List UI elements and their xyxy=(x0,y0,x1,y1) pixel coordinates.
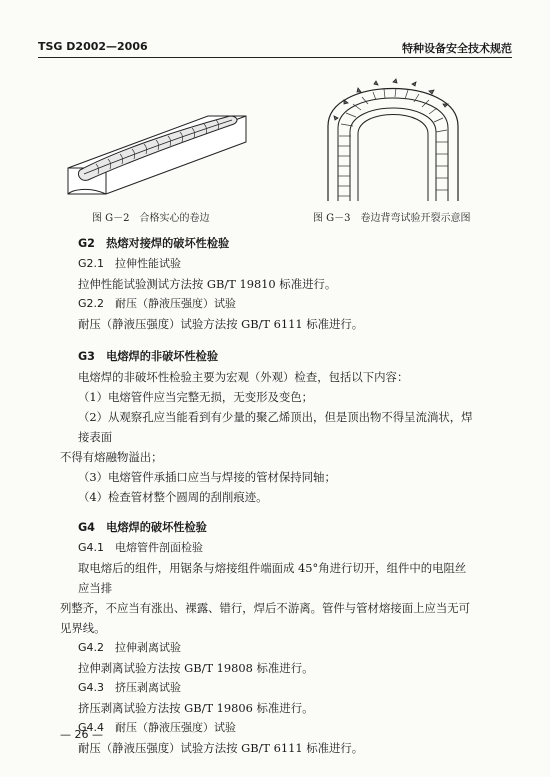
section-g21-title: G2.1 拉伸性能试验 xyxy=(78,257,182,270)
section-g43-text: 挤压剥离试验方法按 GB/T 19806 标准进行。 xyxy=(78,701,314,715)
section-g4-title: G4 电熔焊的破坏性检验 xyxy=(78,521,207,534)
section-g2-title: G2 热熔对接焊的破坏性检验 xyxy=(78,237,230,250)
section-g22-text: 耐压（静液压强度）试验方法按 GB/T 6111 标准进行。 xyxy=(78,317,364,331)
section-g42-title: G4.2 拉伸剥离试验 xyxy=(78,641,182,654)
section-g3-item2-line1: （2）从观察孔应当能看到有少量的聚乙烯顶出，但是顶出物不得呈流淌状，焊接表面 xyxy=(78,410,473,444)
section-g3-item1: （1）电熔管件应当完整无损，无变形及变色； xyxy=(78,390,314,404)
figure-g2-solid-bead xyxy=(58,86,258,206)
section-g42-text: 拉伸剥离试验方法按 GB/T 19808 标准进行。 xyxy=(78,661,314,675)
standard-number: TSG D2002—2006 xyxy=(38,40,148,53)
section-g41-line2: 列整齐，不应当有涨出、裸露、错行，焊后不游离。管件与管材熔接面上应当无可见界线。 xyxy=(60,601,471,635)
header-title: 特种设备安全技术规范 xyxy=(402,42,512,55)
figure-g2-caption: 图 G－2 合格实心的卷边 xyxy=(92,213,210,224)
section-g22-title: G2.2 耐压（静液压强度）试验 xyxy=(78,297,237,310)
figure-g3-caption: 图 G－3 卷边背弯试验开裂示意图 xyxy=(313,213,471,224)
section-g44-text: 耐压（静液压强度）试验方法按 GB/T 6111 标准进行。 xyxy=(78,741,364,755)
section-g44-title: G4.4 耐压（静液压强度）试验 xyxy=(78,721,237,734)
page-header xyxy=(38,40,512,56)
page-number: — 26 — xyxy=(60,728,103,741)
section-g3-item3: （3）电熔管件承插口应当与焊接的管材保持同轴； xyxy=(78,470,336,484)
section-g21-text: 拉伸性能试验测试方法按 GB/T 19810 标准进行。 xyxy=(78,277,337,291)
section-g3-title: G3 电熔焊的非破坏性检验 xyxy=(78,350,219,363)
section-g41-line1: 取电熔后的组件，用锯条与熔接组件端面成 45°角进行切开，组件中的电阻丝应当排 xyxy=(78,561,467,595)
section-g3-item2-line2: 不得有熔融物溢出； xyxy=(60,450,163,464)
body-content xyxy=(60,234,475,758)
section-g41-title: G4.1 电熔管件剖面检验 xyxy=(78,541,204,554)
section-g43-title: G4.3 挤压剥离试验 xyxy=(78,681,182,694)
section-g3-intro: 电熔焊的非破坏性检验主要为宏观（外观）检查，包括以下内容： xyxy=(78,370,409,384)
figure-g3-bend-crack xyxy=(318,56,468,206)
section-g3-item4: （4）检查管材整个圆周的刮削痕迹。 xyxy=(78,490,268,504)
